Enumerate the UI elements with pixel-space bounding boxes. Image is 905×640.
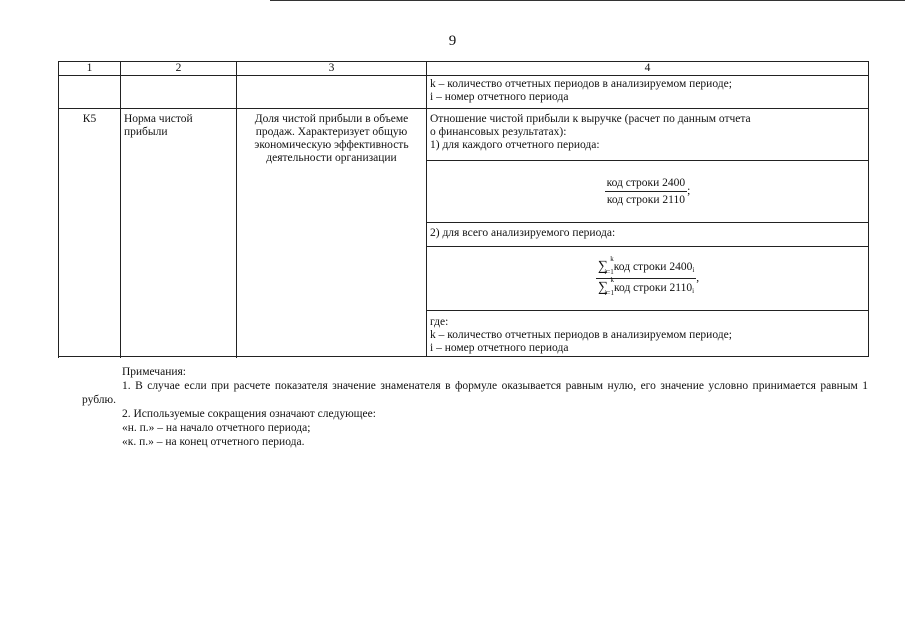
k5-method — [427, 109, 869, 161]
k5-formula1 — [427, 161, 869, 223]
k5-name-line-1: Норма чистой — [124, 113, 193, 125]
formula2-denominator-sum-upper: k — [610, 275, 615, 284]
table-header-row — [59, 62, 869, 76]
formula2-denominator — [596, 275, 696, 298]
formula2-numerator-sum-upper: k — [610, 254, 614, 263]
continuation-col-4 — [427, 76, 869, 109]
k5-formula2 — [427, 247, 869, 311]
formula1-semicolon: ; — [687, 185, 691, 197]
abbreviation-np: «н. п.» – на начало отчетного периода; — [122, 422, 311, 434]
continuation-col-1 — [59, 76, 121, 109]
formula2-denominator-sum-sign: ∑ k i=1 — [598, 275, 615, 297]
formula1-fraction — [605, 176, 691, 207]
k5-name-line-2: прибыли — [124, 126, 168, 138]
formula2-numerator — [596, 254, 696, 278]
notes-title: Примечания: — [122, 366, 186, 378]
k5-code: К5 — [59, 109, 121, 357]
formula2-comma: , — [696, 272, 700, 284]
note-1: 1. В случае если при расчете показателя значение знаменателя в формуле оказывается равным нулю, его значение условно принимается равным 1 рублю. — [82, 380, 868, 406]
k5-where-label: где: — [430, 316, 449, 328]
formula2-numerator-sum-sign: ∑ k i=1 — [597, 254, 614, 276]
continuation-i-definition: i – номер отчетного периода — [430, 91, 569, 103]
k5-i-definition: i – номер отчетного периода — [430, 342, 569, 354]
header-col-2: 2 — [121, 62, 237, 76]
formula2-denominator-index: i — [692, 286, 695, 295]
formula2-denominator-text: код строки 2110 — [614, 281, 693, 294]
page-number: 9 — [448, 33, 457, 49]
k5-description-line-3: экономическую эффективность — [254, 139, 409, 151]
continuation-k-definition: k – количество отчетных периодов в анализируемом периоде; — [430, 78, 732, 90]
indicator-table — [58, 61, 869, 357]
header-col-1: 1 — [59, 62, 121, 76]
k5-method-line-3: 1) для каждого отчетного периода: — [430, 139, 600, 151]
k5-name — [121, 109, 237, 357]
continuation-col-3 — [237, 76, 427, 109]
k5-row — [59, 109, 869, 161]
k5-description — [237, 109, 427, 357]
formula2-numerator-sum-lower: i=1 — [604, 267, 614, 276]
k5-method-line-1: Отношение чистой прибыли к выручке (расчет по данным отчета — [430, 113, 751, 125]
notes-section — [82, 365, 868, 449]
formula1-denominator: код строки 2110 — [605, 191, 688, 207]
continuation-row — [59, 76, 869, 109]
k5-whole-period-label: 2) для всего анализируемого периода: — [427, 223, 869, 247]
k5-description-line-2: продаж. Характеризует общую — [255, 126, 408, 138]
k5-description-line-4: деятельности организации — [266, 152, 397, 164]
continuation-col-2 — [121, 76, 237, 109]
formula2-denominator-sum-lower: i=1 — [604, 288, 615, 297]
header-col-3: 3 — [237, 62, 427, 76]
k5-where — [427, 311, 869, 357]
formula1-numerator: код строки 2400 — [606, 176, 686, 189]
abbreviation-kp: «к. п.» – на конец отчетного периода. — [122, 436, 305, 448]
header-col-4: 4 — [427, 62, 869, 76]
formula2-numerator-text: код строки 2400 — [613, 260, 693, 273]
k5-description-line-1: Доля чистой прибыли в объеме — [254, 113, 409, 125]
k5-k-definition: k – количество отчетных периодов в анализируемом периоде; — [430, 329, 732, 341]
note-2: 2. Используемые сокращения означают следующее: — [122, 408, 376, 420]
k5-method-line-2: о финансовых результатах): — [430, 126, 567, 138]
formula2-numerator-index: i — [692, 265, 695, 274]
top-rule — [270, 0, 905, 1]
formula2-fraction — [596, 254, 696, 298]
